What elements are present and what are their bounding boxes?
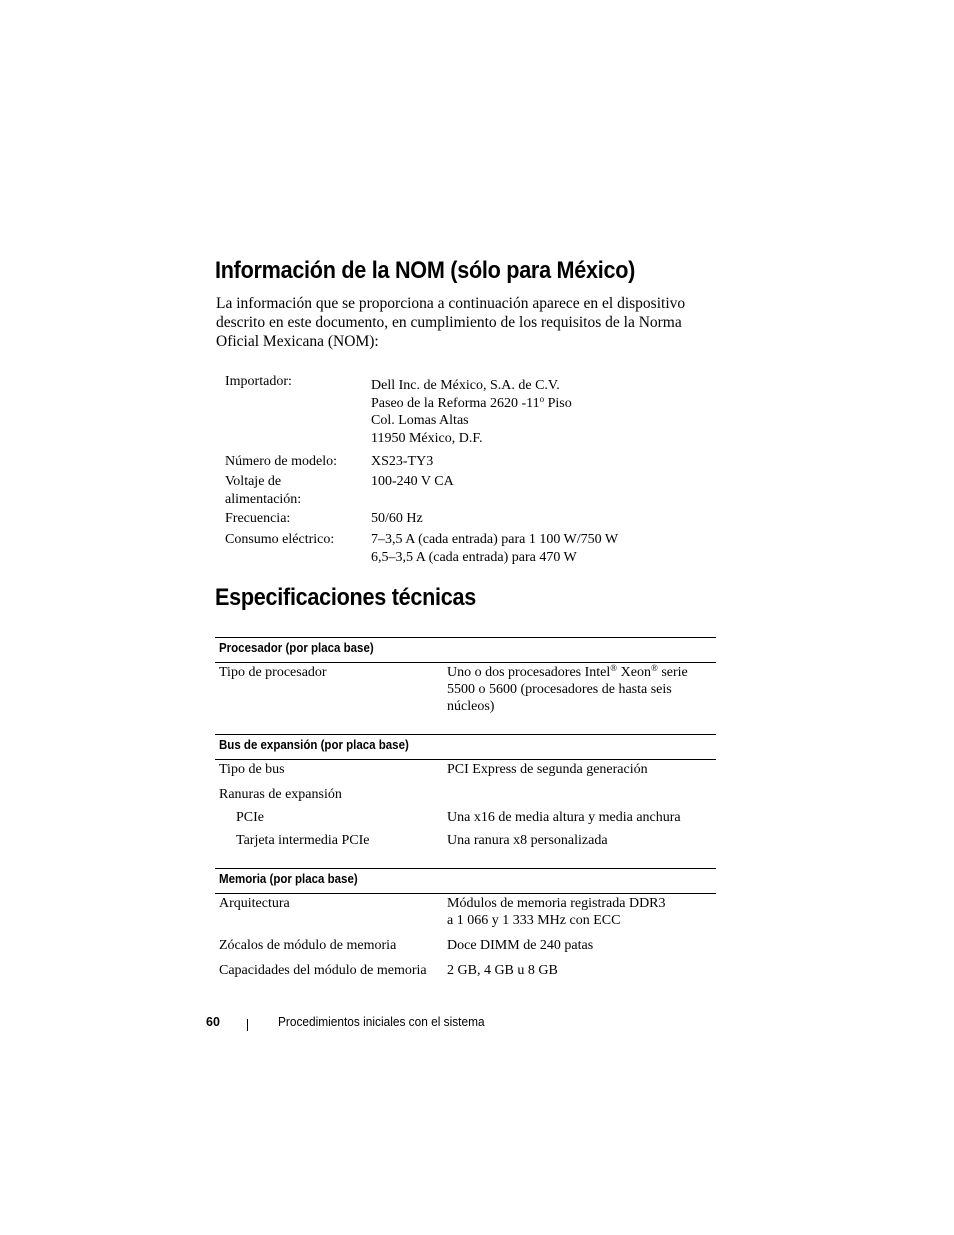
nom-section-title: Información de la NOM (sólo para México) — [215, 257, 636, 284]
processor-type-line-3: núcleos) — [447, 699, 495, 714]
frequency-label: Frecuencia: — [225, 511, 291, 526]
consumption-label: Consumo eléctrico: — [225, 532, 335, 547]
registered-mark: ® — [650, 663, 658, 673]
processor-type-line-2: 5500 o 5600 (procesadores de hasta seis — [447, 682, 672, 697]
bus-type-label: Tipo de bus — [219, 762, 285, 777]
page-footer — [206, 1015, 626, 1035]
processor-series-text: serie — [657, 665, 688, 680]
architecture-label: Arquitectura — [219, 896, 290, 911]
page-number: 60 — [206, 1015, 220, 1029]
model-label: Número de modelo: — [225, 454, 337, 469]
footer-title: Procedimientos iniciales con el sistema — [278, 1015, 485, 1029]
importer-floor-ordinal: o — [539, 393, 545, 404]
frequency-value: 50/60 Hz — [371, 511, 423, 526]
consumption-line-2: 6,5–3,5 A (cada entrada) para 470 W — [371, 549, 577, 565]
processor-type-label: Tipo de procesador — [219, 665, 327, 680]
footer-separator — [247, 1019, 248, 1031]
spec-expansion-header — [215, 734, 716, 760]
expansion-slots-label: Ranuras de expansión — [219, 787, 342, 802]
pcie-label: PCIe — [236, 810, 264, 825]
registered-mark: ® — [610, 663, 618, 673]
nom-intro-paragraph: La información que se proporciona a continuación aparece en el dispositivo descrito en este documento, en cumplimiento de los requisitos de la Norma Oficial Mexicana (NOM): — [216, 295, 686, 350]
processor-brand-text: Uno o dos procesadores Intel — [447, 665, 611, 680]
importer-line-4: 11950 México, D.F. — [371, 430, 483, 446]
importer-floor-word: Piso — [544, 395, 572, 411]
architecture-value — [447, 895, 715, 929]
memory-sockets-value: Doce DIMM de 240 patas — [447, 938, 594, 953]
importer-line-1: Dell Inc. de México, S.A. de C.V. — [371, 378, 560, 393]
mezzanine-label: Tarjeta intermedia PCIe — [236, 833, 370, 848]
voltage-label-line-1: Voltaje de — [225, 474, 282, 489]
bus-type-value: PCI Express de segunda generación — [447, 762, 648, 777]
voltage-label-line-2: alimentación: — [225, 491, 302, 507]
architecture-line-2: a 1 066 y 1 333 MHz con ECC — [447, 913, 621, 928]
mezzanine-value: Una ranura x8 personalizada — [447, 833, 608, 848]
pcie-value: Una x16 de media altura y media anchura — [447, 810, 681, 825]
importer-address-text: Paseo de la Reforma 2620 -11 — [371, 395, 540, 411]
memory-capacity-value: 2 GB, 4 GB u 8 GB — [447, 963, 558, 978]
voltage-value: 100-240 V CA — [371, 474, 454, 489]
processor-type-line-1 — [447, 664, 715, 681]
memory-sockets-label: Zócalos de módulo de memoria — [219, 938, 397, 953]
spec-processor-header-text: Procesador (por placa base) — [219, 641, 374, 655]
spec-section-title: Especificaciones técnicas — [215, 584, 476, 611]
spec-memory-header — [215, 868, 716, 894]
consumption-value — [371, 531, 701, 566]
importer-value — [371, 377, 701, 447]
voltage-label — [225, 473, 365, 508]
importer-line-3: Col. Lomas Altas — [371, 413, 469, 428]
spec-expansion-header-text: Bus de expansión (por placa base) — [219, 738, 409, 752]
importer-label: Importador: — [225, 374, 292, 389]
consumption-line-1: 7–3,5 A (cada entrada) para 1 100 W/750 W — [371, 532, 619, 547]
importer-line-2 — [371, 395, 701, 413]
architecture-line-1: Módulos de memoria registrada DDR3 — [447, 896, 666, 911]
spec-memory-header-text: Memoria (por placa base) — [219, 872, 358, 886]
processor-type-value — [447, 664, 715, 715]
model-value: XS23-TY3 — [371, 454, 434, 469]
processor-model-text: Xeon — [617, 665, 651, 680]
spec-processor-header — [215, 637, 716, 663]
memory-capacity-label: Capacidades del módulo de memoria — [219, 963, 427, 978]
